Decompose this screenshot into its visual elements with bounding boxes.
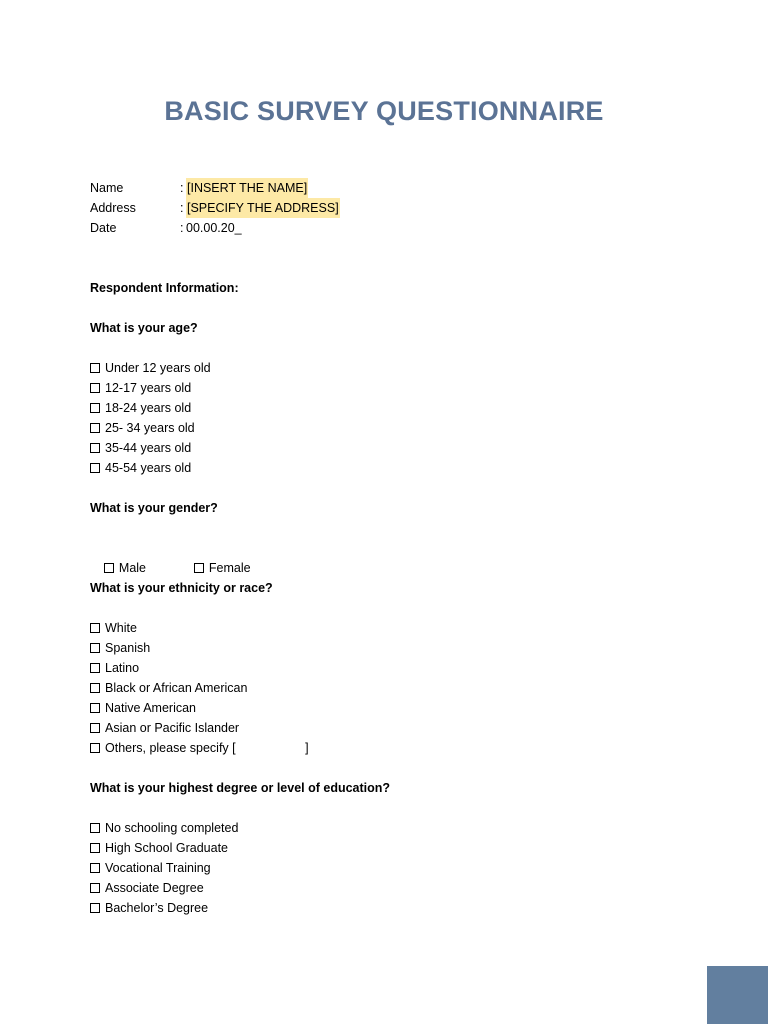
checkbox-icon[interactable] [90, 903, 100, 913]
date-label: Date [90, 221, 117, 235]
gender-section [90, 498, 251, 575]
address-separator: : [180, 201, 184, 215]
address-value: [SPECIFY THE ADDRESS] [186, 198, 340, 218]
name-row [90, 178, 340, 198]
gender-question: What is your gender? [90, 501, 218, 515]
checkbox-icon[interactable] [90, 723, 100, 733]
age-option[interactable]: 45-54 years old [90, 458, 211, 478]
address-row [90, 198, 340, 218]
education-option[interactable]: Bachelor’s Degree [90, 898, 390, 918]
document-title: BASIC SURVEY QUESTIONNAIRE [164, 96, 604, 126]
gender-option-male[interactable]: Male [104, 558, 194, 578]
checkbox-icon[interactable] [90, 623, 100, 633]
age-option[interactable]: 35-44 years old [90, 438, 211, 458]
education-option[interactable]: Associate Degree [90, 878, 390, 898]
age-option[interactable]: 25- 34 years old [90, 418, 211, 438]
checkbox-icon[interactable] [90, 863, 100, 873]
date-separator: : [180, 221, 184, 235]
age-option[interactable]: 18-24 years old [90, 398, 211, 418]
education-question: What is your highest degree or level of education? [90, 781, 391, 795]
checkbox-icon[interactable] [90, 823, 100, 833]
education-option[interactable]: No schooling completed [90, 818, 390, 838]
date-value: 00.00.20_ [186, 221, 242, 235]
corner-decoration [707, 966, 768, 1024]
address-label: Address [90, 201, 136, 215]
ethnicity-option[interactable]: Black or African American [90, 678, 309, 698]
age-option[interactable]: 12-17 years old [90, 378, 211, 398]
respondent-heading: Respondent Information: [90, 281, 239, 295]
education-section [90, 778, 390, 918]
education-option[interactable]: Vocational Training [90, 858, 390, 878]
age-question: What is your age? [90, 321, 198, 335]
checkbox-icon[interactable] [90, 883, 100, 893]
name-separator: : [180, 181, 184, 195]
checkbox-icon[interactable] [90, 443, 100, 453]
checkbox-icon[interactable] [90, 643, 100, 653]
checkbox-icon[interactable] [90, 423, 100, 433]
name-value: [INSERT THE NAME] [186, 178, 308, 198]
checkbox-icon[interactable] [90, 703, 100, 713]
checkbox-icon[interactable] [90, 683, 100, 693]
checkbox-icon[interactable] [90, 663, 100, 673]
ethnicity-option[interactable]: White [90, 618, 309, 638]
gender-option-female[interactable]: Female [194, 561, 251, 575]
checkbox-icon[interactable] [104, 563, 114, 573]
respondent-section [90, 278, 239, 298]
education-option[interactable]: High School Graduate [90, 838, 390, 858]
ethnicity-option[interactable]: Asian or Pacific Islander [90, 718, 309, 738]
ethnicity-option[interactable]: Native American [90, 698, 309, 718]
name-label: Name [90, 181, 124, 195]
ethnicity-option-others[interactable]: Others, please specify [ ] [90, 738, 309, 758]
age-option[interactable]: Under 12 years old [90, 358, 211, 378]
checkbox-icon[interactable] [90, 403, 100, 413]
checkbox-icon[interactable] [90, 463, 100, 473]
ethnicity-question: What is your ethnicity or race? [90, 581, 273, 595]
ethnicity-section [90, 578, 309, 758]
gender-options [90, 538, 251, 575]
checkbox-icon[interactable] [90, 383, 100, 393]
checkbox-icon[interactable] [90, 363, 100, 373]
checkbox-icon[interactable] [90, 743, 100, 753]
date-row [90, 218, 340, 238]
checkbox-icon[interactable] [90, 843, 100, 853]
age-section [90, 318, 211, 478]
checkbox-icon[interactable] [194, 563, 204, 573]
header-fields [90, 178, 340, 238]
ethnicity-option[interactable]: Latino [90, 658, 309, 678]
ethnicity-option[interactable]: Spanish [90, 638, 309, 658]
